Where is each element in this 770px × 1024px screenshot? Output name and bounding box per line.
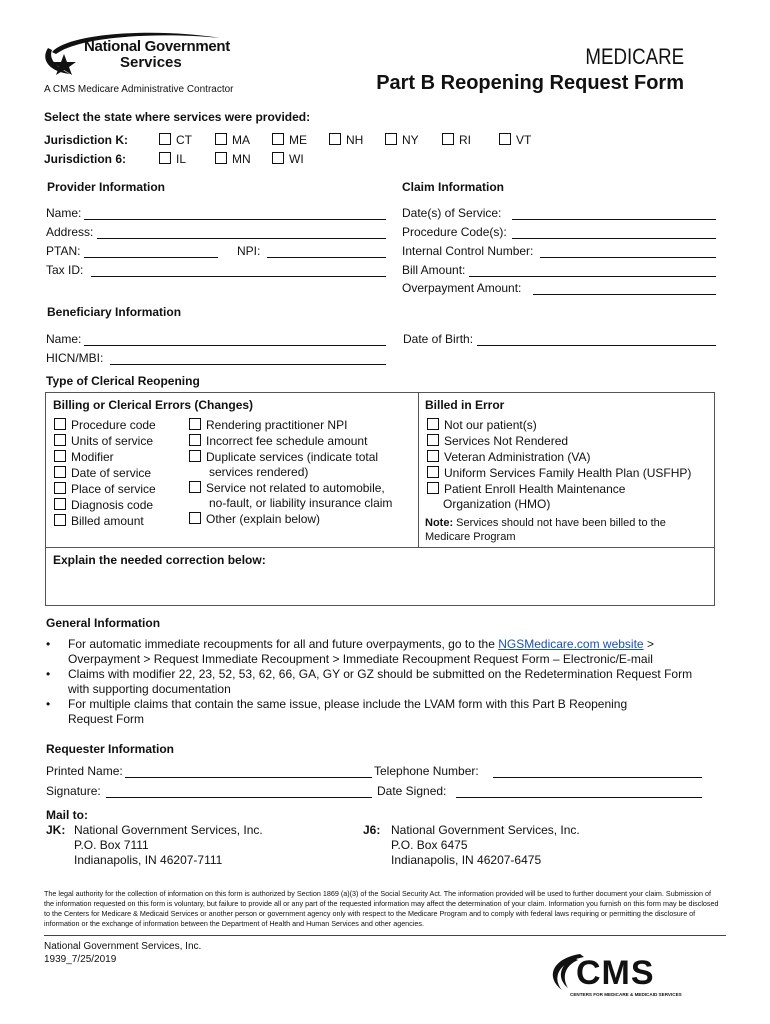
signature-label: Signature: (46, 784, 101, 798)
claim-procedure-label: Procedure Code(s): (402, 225, 507, 239)
telephone-field[interactable] (493, 777, 702, 778)
legal-notice: The legal authority for the collection of information on this form is authorized by Section 1869 (a)(3) of the Social Security Act. The information provided will be used to further document your claim. Submission of the information requested on this form is voluntary, but failure to provide all or any part of the requested information may affect the determination of your claim. Information you furnish on this form may be disclosed to the Centers for Medicare & Medicaid Services or another person or government agency only with respect to the Medicare Program and to comply with federal laws requiring or permitting the disclosure of information or the exchange of information between the Department of Health and Human Services and other agencies. (44, 889, 719, 928)
opt-services-not-rendered[interactable]: Services Not Rendered (427, 434, 568, 448)
checkbox[interactable] (427, 450, 439, 462)
jk-state-ri[interactable]: RI (442, 133, 471, 147)
cms-logo (540, 948, 700, 1000)
footer-divider (44, 935, 726, 936)
provider-taxid-label: Tax ID: (46, 263, 84, 277)
checkbox[interactable] (189, 418, 201, 430)
claim-dates-field[interactable] (512, 219, 716, 220)
beneficiary-dob-label: Date of Birth: (403, 332, 474, 346)
footer-org: National Government Services, Inc. (44, 941, 202, 952)
opt-diagnosis-code[interactable]: Diagnosis code (54, 498, 153, 512)
checkbox[interactable] (159, 152, 171, 164)
jk-state-vt[interactable]: VT (499, 133, 531, 147)
mail-j6-label: J6: (363, 823, 381, 837)
medicare-label: MEDICARE (585, 44, 684, 69)
claim-dates-label: Date(s) of Service: (402, 206, 502, 220)
mail-jk-address: National Government Services, Inc. P.O. Box 7111 Indianapolis, IN 46207-7111 (74, 823, 263, 867)
opt-veteran-administration[interactable]: Veteran Administration (VA) (427, 450, 591, 464)
provider-npi-label: NPI: (237, 244, 261, 258)
footer-form-id: 1939_7/25/2019 (44, 954, 117, 965)
checkbox[interactable] (272, 133, 284, 145)
checkbox[interactable] (54, 434, 66, 446)
opt-not-our-patient[interactable]: Not our patient(s) (427, 418, 537, 432)
claim-bill-label: Bill Amount: (402, 263, 466, 277)
checkbox[interactable] (442, 133, 454, 145)
mail-jk-label: JK: (46, 823, 66, 837)
checkbox[interactable] (427, 418, 439, 430)
ngs-logo-line2: Services (120, 54, 182, 71)
general-bullet-3: • For multiple claims that contain the same issue, please include the LVAM form with this Part B Reopening Request Form (46, 697, 628, 726)
checkbox[interactable] (499, 133, 511, 145)
provider-name-label: Name: (46, 206, 82, 220)
checkbox[interactable] (427, 466, 439, 478)
contractor-tagline: A CMS Medicare Administrative Contractor (44, 84, 234, 95)
provider-taxid-field[interactable] (91, 276, 386, 277)
checkbox[interactable] (54, 450, 66, 462)
clerical-row-divider (46, 547, 714, 548)
requester-heading: Requester Information (46, 742, 175, 756)
opt-procedure-code[interactable]: Procedure code (54, 418, 156, 432)
j6-label: Jurisdiction 6: (44, 152, 127, 166)
claim-icn-field[interactable] (540, 257, 716, 258)
state-prompt: Select the state where services were provided: (44, 110, 311, 124)
checkbox[interactable] (54, 482, 66, 494)
j6-state-wi[interactable]: WI (272, 152, 304, 166)
opt-units-of-service[interactable]: Units of service (54, 434, 153, 448)
beneficiary-hicn-field[interactable] (110, 364, 386, 365)
mail-j6-address: National Government Services, Inc. P.O. Box 6475 Indianapolis, IN 46207-6475 (391, 823, 580, 867)
clerical-heading: Type of Clerical Reopening (46, 374, 200, 388)
note-text-line2: Medicare Program (425, 531, 516, 543)
checkbox[interactable] (189, 481, 201, 493)
explain-correction-label: Explain the needed correction below: (53, 553, 266, 567)
provider-address-field[interactable] (97, 238, 386, 239)
opt-not-related-line2: no-fault, or liability insurance claim (209, 496, 393, 510)
opt-billed-amount[interactable]: Billed amount (54, 514, 144, 528)
opt-not-related[interactable]: Service not related to automobile, (189, 481, 385, 495)
checkbox[interactable] (189, 512, 201, 524)
provider-name-field[interactable] (84, 219, 386, 220)
telephone-label: Telephone Number: (374, 764, 479, 778)
checkbox[interactable] (159, 133, 171, 145)
provider-ptan-field[interactable] (84, 257, 218, 258)
cms-logo-subtitle: CENTERS FOR MEDICARE & MEDICAID SERVICES (570, 992, 682, 997)
jk-state-ct[interactable]: CT (159, 133, 192, 147)
date-signed-field[interactable] (456, 797, 702, 798)
checkbox[interactable] (54, 418, 66, 430)
date-signed-label: Date Signed: (377, 784, 447, 798)
opt-hmo-line2: Organization (HMO) (443, 497, 551, 511)
beneficiary-dob-field[interactable] (477, 345, 716, 346)
opt-incorrect-fee[interactable]: Incorrect fee schedule amount (189, 434, 367, 448)
opt-date-of-service[interactable]: Date of service (54, 466, 151, 480)
opt-usfhp[interactable]: Uniform Services Family Health Plan (USFHP) (427, 466, 691, 480)
jk-state-me[interactable]: ME (272, 133, 307, 147)
general-bullet-2: • Claims with modifier 22, 23, 52, 53, 62, 66, GA, GY or GZ should be submitted on the Redetermination Request Form with supporting documentation (46, 667, 693, 696)
opt-hmo[interactable]: Patient Enroll Health Maintenance (427, 482, 625, 496)
billed-in-error-heading: Billed in Error (425, 398, 505, 412)
ngs-logo-line1: National Government (84, 38, 230, 55)
claim-heading: Claim Information (402, 180, 505, 194)
provider-address-label: Address: (46, 225, 94, 239)
mail-heading: Mail to: (46, 808, 88, 822)
jk-state-ny[interactable]: NY (385, 133, 419, 147)
beneficiary-name-label: Name: (46, 332, 82, 346)
billing-errors-heading: Billing or Clerical Errors (Changes) (53, 398, 254, 412)
ngs-website-link[interactable]: NGSMedicare.com website (498, 637, 644, 651)
beneficiary-heading: Beneficiary Information (47, 305, 182, 319)
note-text: Services should not have been billed to the (453, 517, 666, 529)
checkbox[interactable] (329, 133, 341, 145)
j6-state-mn[interactable]: MN (215, 152, 251, 166)
beneficiary-name-field[interactable] (84, 345, 386, 346)
bullet-icon: • (46, 667, 51, 681)
opt-duplicate-services-line2: services rendered) (209, 465, 309, 479)
general-bullet-1: • For automatic immediate recoupments for all and future overpayments, go to the NGSMedicare.com website > Overpayment > Request Immediate Recoupment > Immediate Recoupment Request Form – Electronic/E-mail (46, 637, 654, 666)
note-label: Note: (425, 517, 454, 529)
explain-correction-area[interactable] (50, 570, 710, 602)
checkbox[interactable] (189, 450, 201, 462)
opt-other[interactable]: Other (explain below) (189, 512, 320, 526)
page-title: Part B Reopening Request Form (376, 72, 684, 94)
checkbox[interactable] (215, 133, 227, 145)
printed-name-field[interactable] (125, 777, 372, 778)
billed-error-note (425, 516, 666, 544)
jk-state-nh[interactable]: NH (329, 133, 363, 147)
jk-state-ma[interactable]: MA (215, 133, 250, 147)
claim-procedure-field[interactable] (512, 238, 716, 239)
checkbox[interactable] (427, 434, 439, 446)
checkbox[interactable] (189, 434, 201, 446)
checkbox[interactable] (54, 466, 66, 478)
claim-overpayment-field[interactable] (533, 294, 716, 295)
checkbox[interactable] (54, 498, 66, 510)
claim-overpayment-label: Overpayment Amount: (402, 281, 522, 295)
provider-npi-field[interactable] (267, 257, 386, 258)
ngs-logo (40, 28, 240, 78)
provider-ptan-label: PTAN: (46, 244, 81, 258)
bullet-icon: • (46, 697, 51, 711)
clerical-column-divider (418, 393, 419, 547)
general-heading: General Information (46, 616, 161, 630)
opt-duplicate-services[interactable]: Duplicate services (indicate total (189, 450, 378, 464)
checkbox[interactable] (215, 152, 227, 164)
opt-place-of-service[interactable]: Place of service (54, 482, 156, 496)
cms-logo-text: CMS (576, 954, 655, 992)
printed-name-label: Printed Name: (46, 764, 123, 778)
jk-label: Jurisdiction K: (44, 133, 129, 147)
beneficiary-hicn-label: HICN/MBI: (46, 351, 104, 365)
checkbox[interactable] (427, 482, 439, 494)
checkbox[interactable] (385, 133, 397, 145)
j6-state-il[interactable]: IL (159, 152, 186, 166)
opt-modifier[interactable]: Modifier (54, 450, 114, 464)
claim-icn-label: Internal Control Number: (402, 244, 534, 258)
checkbox[interactable] (54, 514, 66, 526)
checkbox[interactable] (272, 152, 284, 164)
bullet-icon: • (46, 637, 51, 651)
provider-heading: Provider Information (47, 180, 166, 194)
claim-bill-field[interactable] (469, 276, 716, 277)
opt-rendering-npi[interactable]: Rendering practitioner NPI (189, 418, 347, 432)
signature-field[interactable] (106, 797, 372, 798)
